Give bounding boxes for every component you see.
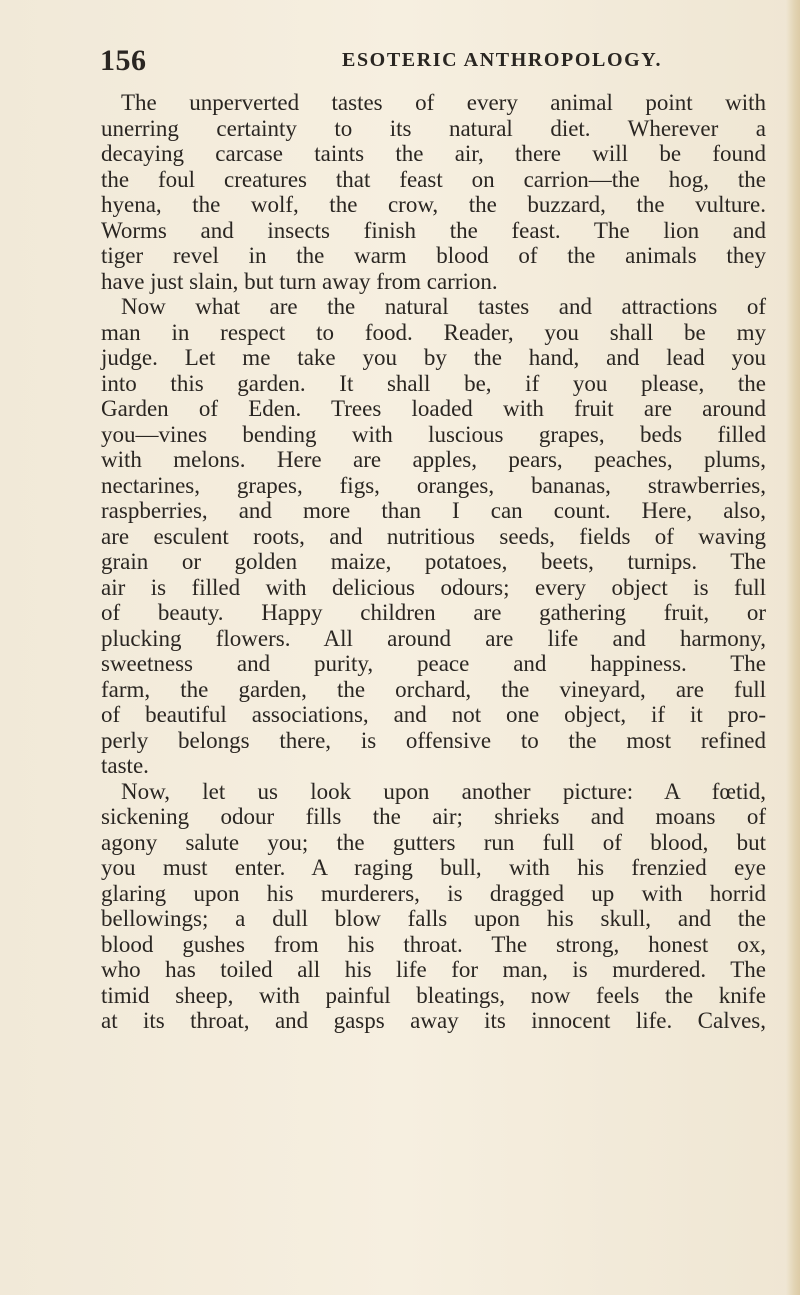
text-line: decaying carcase taints the air, there will be found	[101, 141, 766, 166]
text-line: glaring upon his murderers, is dragged up with horrid	[101, 880, 766, 906]
text-line: you must enter. A raging bull, with his frenzied eye	[101, 855, 766, 880]
text-line: nectarines, grapes, figs, oranges, bananas, strawberries,	[101, 472, 766, 498]
text-line: Now, let us look upon another picture: A fœtid,	[121, 778, 766, 804]
text-line: farm, the garden, the orchard, the vineyard, are full	[101, 676, 766, 702]
text-line: judge. Let me take you by the hand, and lead you	[101, 345, 766, 370]
text-line: bellowings; a dull blow falls upon his skull, and the	[101, 906, 766, 931]
text-line: are esculent roots, and nutritious seeds, fields of waving	[101, 523, 766, 549]
text-line: grain or golden maize, potatoes, beets, turnips. The	[101, 549, 766, 574]
page-edge-shadow	[786, 0, 800, 1295]
text-line: you—vines bending with luscious grapes, beds filled	[101, 421, 766, 447]
text-line: have just slain, but turn away from carrion.	[101, 268, 498, 294]
text-line: Garden of Eden. Trees loaded with fruit are around	[101, 396, 766, 421]
running-head: ESOTERIC ANTHROPOLOGY.	[342, 49, 663, 71]
page-header	[100, 44, 760, 84]
text-line: Now what are the natural tastes and attractions of	[121, 294, 766, 319]
text-line: with melons. Here are apples, pears, peaches, plums,	[101, 447, 766, 472]
text-line: hyena, the wolf, the crow, the buzzard, the vulture.	[101, 192, 766, 217]
text-line: of beauty. Happy children are gathering fruit, or	[101, 600, 766, 625]
text-line: at its throat, and gasps away its innocent life. Calves,	[101, 1008, 766, 1033]
text-line: perly belongs there, is offensive to the most refined	[101, 727, 766, 753]
text-line: into this garden. It shall be, if you please, the	[101, 370, 766, 396]
text-line: of beautiful associations, and not one object, if it pro-	[101, 702, 766, 727]
text-line: blood gushes from his throat. The strong, honest ox,	[101, 931, 766, 957]
text-line: The unperverted tastes of every animal point with	[121, 90, 766, 115]
text-line: taste.	[101, 753, 149, 778]
page-number: 156	[100, 44, 147, 77]
text-line: sweetness and purity, peace and happiness. The	[101, 651, 766, 676]
text-line: plucking flowers. All around are life and harmony,	[101, 625, 766, 651]
text-line: the foul creatures that feast on carrion—the hog, the	[101, 166, 766, 192]
text-line: who has toiled all his life for man, is murdered. The	[101, 957, 766, 982]
body-text	[101, 90, 766, 1034]
text-line: man in respect to food. Reader, you shall be my	[101, 319, 766, 345]
text-line: agony salute you; the gutters run full of blood, but	[101, 829, 766, 855]
text-line: timid sheep, with painful bleatings, now feels the knife	[101, 982, 766, 1008]
text-line: Worms and insects finish the feast. The lion and	[101, 217, 766, 243]
text-line: raspberries, and more than I can count. Here, also,	[101, 498, 766, 523]
text-line: unerring certainty to its natural diet. Wherever a	[101, 115, 766, 141]
text-line: sickening odour fills the air; shrieks and moans of	[101, 804, 766, 829]
text-line: air is filled with delicious odours; every object is full	[101, 574, 766, 600]
text-line: tiger revel in the warm blood of the animals they	[101, 243, 766, 268]
